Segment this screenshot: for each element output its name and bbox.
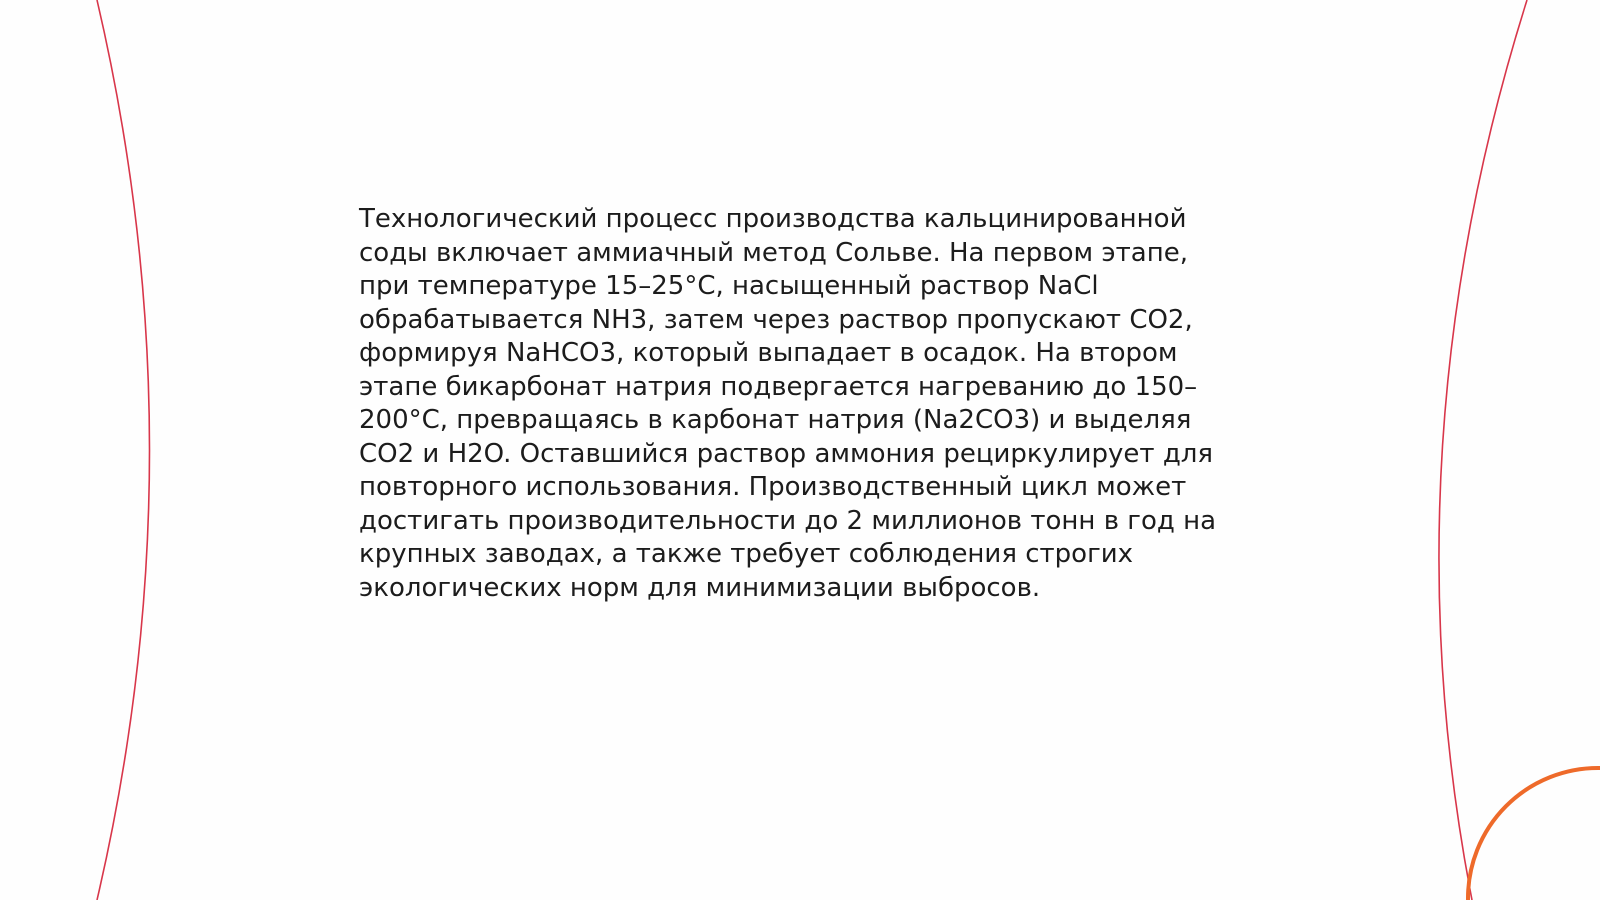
bottom-right-accent-arc (1468, 768, 1600, 900)
body-line-10: достигать производительности до 2 миллионов тонн в год на (359, 505, 1217, 536)
body-line-1: Технологический процесс производства кальцинированной (359, 204, 1187, 234)
body-line-11: крупных заводах, а также требует соблюдения строгих (359, 539, 1134, 569)
body-line-9: повторного использования. Производственный цикл может (359, 472, 1187, 502)
body-line-4: обрабатывается NH3, затем через раствор пропускают CO2, (359, 304, 1193, 335)
body-line-3: при температуре 15–25°C, насыщенный раствор NaCl (359, 271, 1099, 301)
body-line-7: 200°C, превращаясь в карбонат натрия (Na2CO3) и выделяя (359, 405, 1192, 435)
body-line-6: этапе бикарбонат натрия подвергается нагреванию до 150– (359, 371, 1198, 402)
body-line-5: формируя NaHCO3, который выпадает в осадок. На втором (359, 338, 1178, 368)
left-curve-line (97, 0, 150, 900)
body-line-2: соды включает аммиачный метод Сольве. На первом этапе, (359, 237, 1188, 268)
body-paragraph (359, 203, 1219, 605)
right-curve-line (1439, 0, 1527, 900)
body-line-12: экологических норм для минимизации выбросов. (359, 572, 1041, 603)
body-line-8: CO2 и H2O. Оставшийся раствор аммония рециркулирует для (359, 438, 1214, 469)
